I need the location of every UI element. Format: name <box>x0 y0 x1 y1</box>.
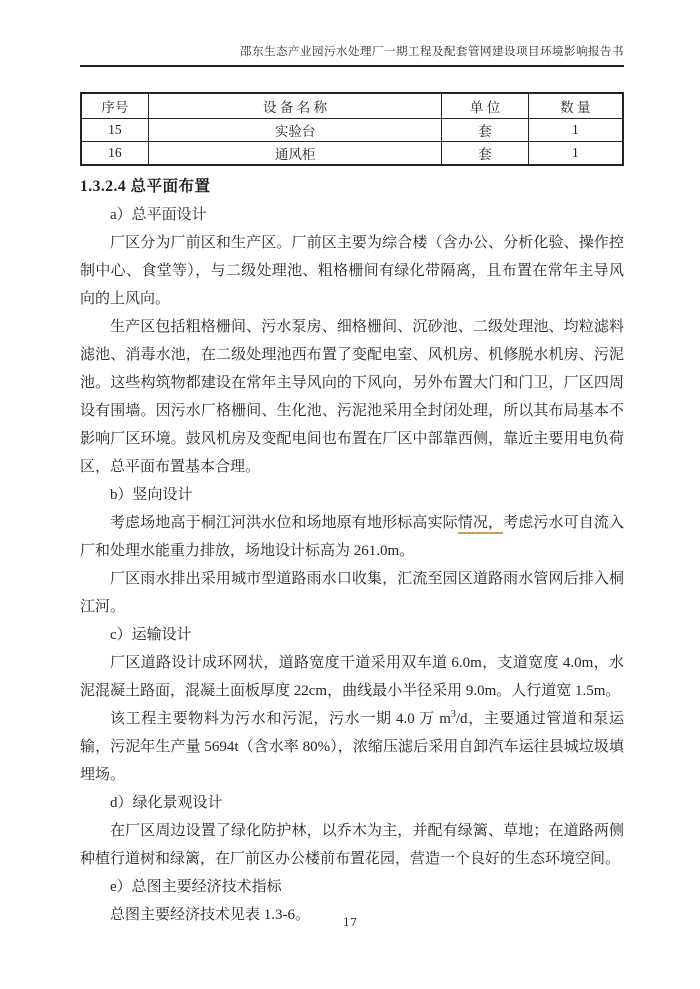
cell-no: 15 <box>81 119 148 142</box>
paragraph-production-area: 生产区包括粗格栅间、污水泵房、细格栅间、沉砂池、二级处理池、均粒滤料滤池、消毒水池，在二级处理池西布置了变配电室、风机房、机修脱水机房、污泥池。这些构筑物都建设在常年主导风向的下风向，另外布置大门和门卫，厂区四周设有围墙。因污水厂格栅间、生化池、污泥池采用全封闭处理，所以其布局基本不影响厂区环境。鼓风机房及变配电间也布置在厂区中部靠西侧，靠近主要用电负荷区，总平面布置基本合理。 <box>80 319 624 475</box>
paragraph-greening: 在厂区周边设置了绿化防护林，以乔木为主，并配有绿篱、草地；在道路两侧种植行道树和绿篱，在厂前区办公楼前布置花园，营造一个良好的生态环境空间。 <box>80 823 624 867</box>
subheading-economic-indicators: e）总图主要经济技术指标 <box>110 879 282 895</box>
paragraph-indicators-reference: 总图主要经济技术见表 1.3-6。 <box>110 907 310 923</box>
cell-unit: 套 <box>442 119 528 142</box>
table-header-row <box>81 93 623 119</box>
proofing-underline-mark: 情况， <box>458 515 503 534</box>
cell-name: 实验台 <box>148 119 442 142</box>
cell-qty: 1 <box>528 142 623 166</box>
equipment-table <box>80 92 624 166</box>
paragraph-rainwater-drainage: 厂区雨水排出采用城市型道路雨水口收集，汇流至园区道路雨水管网后排入桐江河。 <box>80 571 624 615</box>
table-row <box>81 119 623 142</box>
col-header-no: 序号 <box>81 93 148 119</box>
header-rule <box>80 65 624 67</box>
subheading-transport-design: c）运输设计 <box>110 627 192 643</box>
page-footer <box>0 916 700 929</box>
text-run: 考虑污水可自流入厂和处理水能重力排放，场地设计标高为 261.0m。 <box>80 515 624 559</box>
table-row <box>81 142 623 166</box>
subheading-overall-design: a）总平面设计 <box>110 207 207 223</box>
section-heading: 1.3.2.4 总平面布置 <box>80 178 211 195</box>
cell-name: 通风柜 <box>148 142 442 166</box>
text-run: 该工程主要物料为污水和污泥，污水一期 4.0 万 m <box>110 711 451 727</box>
page-number: 17 <box>343 916 357 929</box>
paragraph-road-design: 厂区道路设计成环网状，道路宽度干道采用双车道 6.0m，支道宽度 4.0m，水泥混凝土路面，混凝土面板厚度 22cm，曲线最小半径采用 9.0m。人行道宽 1.5m。 <box>80 655 624 699</box>
col-header-unit: 单 位 <box>442 93 528 119</box>
subheading-vertical-design: b）竖向设计 <box>110 487 193 503</box>
paragraph-material-transport <box>80 705 624 789</box>
superscript-cubic: 3 <box>450 709 456 720</box>
subheading-landscape-design: d）绿化景观设计 <box>110 795 223 811</box>
cell-qty: 1 <box>528 119 623 142</box>
page-header <box>80 44 624 67</box>
col-header-name: 设 备 名 称 <box>148 93 442 119</box>
header-title: 邵东生态产业园污水处理厂一期工程及配套管网建设项目环境影响报告书 <box>240 46 624 58</box>
paragraph-site-elevation <box>80 509 624 565</box>
text-run: /d，主要通过管道和泵运输，污泥年生产量 5694t（含水率 80%），浓缩压滤后采用自卸汽车运往县城垃圾填埋场。 <box>80 711 624 783</box>
page-body <box>80 92 624 929</box>
col-header-qty: 数 量 <box>528 93 623 119</box>
text-run: 考虑场地高于桐江河洪水位和场地原有地形标高实际 <box>110 515 458 531</box>
cell-no: 16 <box>81 142 148 166</box>
paragraph-plant-zones: 厂区分为厂前区和生产区。厂前区主要为综合楼（含办公、分析化验、操作控制中心、食堂等），与二级处理池、粗格栅间有绿化带隔离，且布置在常年主导风向的上风向。 <box>80 235 624 307</box>
cell-unit: 套 <box>442 142 528 166</box>
